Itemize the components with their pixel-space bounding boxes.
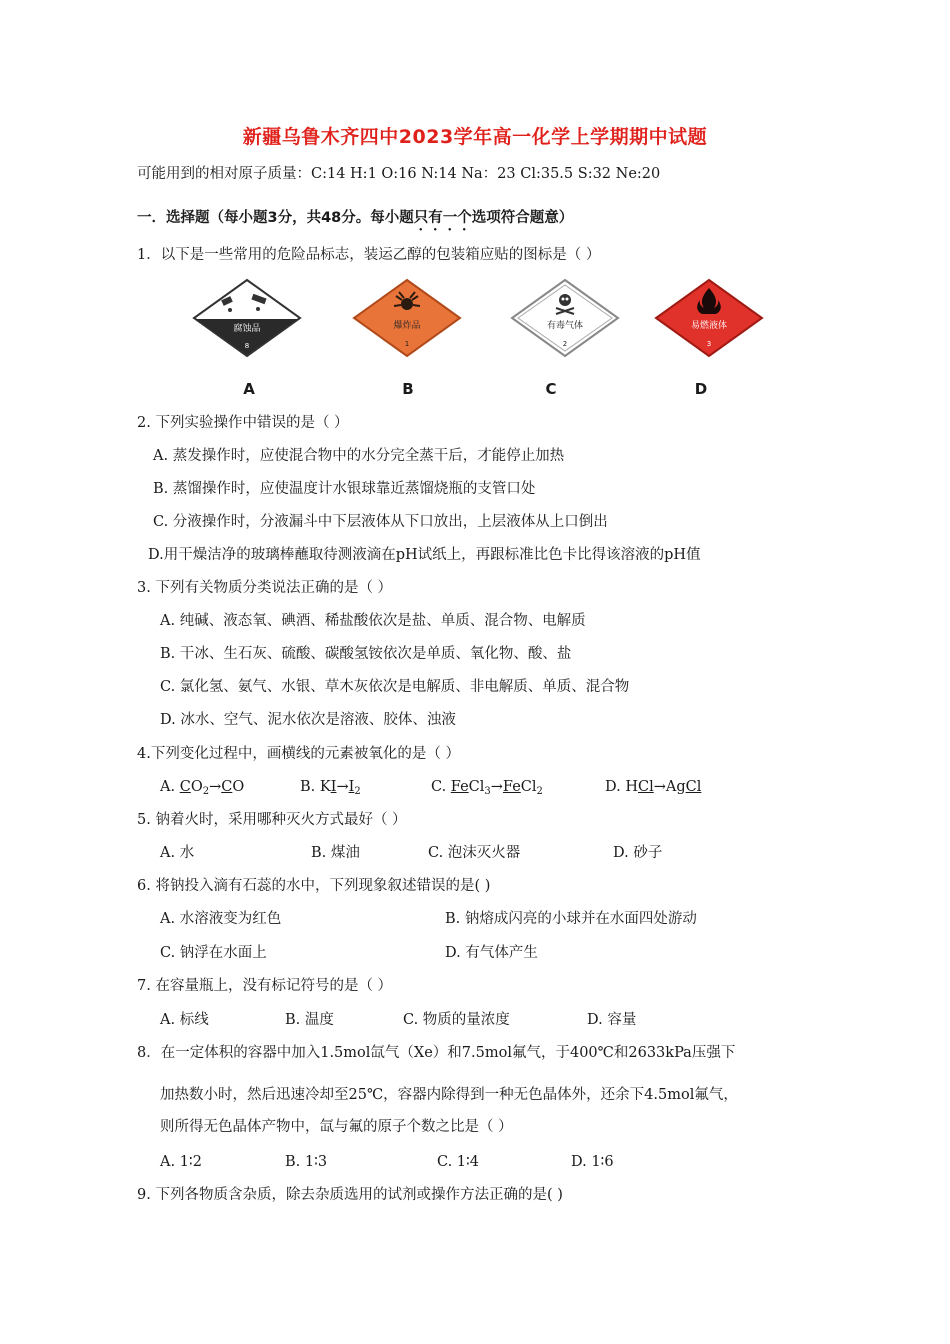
q6-option-b: B. 钠熔成闪亮的小球并在水面四处游动 <box>445 911 697 927</box>
sign-b-class: 1 <box>404 340 410 348</box>
q8-line-2: 加热数小时，然后迅速冷却至25℃，容器内除得到一种无色晶体外，还余下4.5mol氟气， <box>160 1087 738 1103</box>
q5-option-b: B. 煤油 <box>311 845 360 861</box>
sign-a-class: 8 <box>244 342 250 350</box>
q4-option-b: B. $KI\to I_2$ <box>300 779 361 797</box>
q4-option-d-letter: D. <box>605 779 621 795</box>
q8-line-3: 则所得无色晶体产物中，氙与氟的原子个数之比是（ ） <box>160 1119 513 1135</box>
atomic-masses: 可能用到的相对原子质量：C:14 H:1 O:16 N:14 Na：23 Cl:35.5 S:32 Ne:20 <box>137 166 661 182</box>
sign-d-label: 易燃液体 <box>690 321 728 331</box>
q7-option-c: C. 物质的量浓度 <box>403 1012 510 1028</box>
q5-stem: 5. 钠着火时，采用哪种灭火方式最好（ ） <box>137 812 407 828</box>
sign-c-class: 2 <box>562 340 568 348</box>
q3-option-b: B. 干冰、生石灰、硫酸、碳酸氢铵依次是单质、氧化物、酸、盐 <box>160 646 572 662</box>
q3-option-c: C. 氯化氢、氨气、水银、草木灰依次是电解质、非电解质、单质、混合物 <box>160 679 630 695</box>
q1-stem: 1．以下是一些常用的危险品标志，装运乙醇的包装箱应贴的图标是（ ） <box>137 247 601 263</box>
q3-stem: 3. 下列有关物质分类说法正确的是（ ） <box>137 580 393 596</box>
q4-option-a-letter: A. <box>160 779 176 795</box>
q7-option-d: D. 容量 <box>587 1012 637 1028</box>
q3-option-a: A. 纯碱、液态氧、碘酒、稀盐酸依次是盐、单质、混合物、电解质 <box>160 613 586 629</box>
q2-stem: 2. 下列实验操作中错误的是（ ） <box>137 415 349 431</box>
sign-a-label: 腐蚀品 <box>233 324 261 334</box>
q7-stem: 7. 在容量瓶上，没有标记符号的是（ ） <box>137 978 393 994</box>
corrosive-sign-icon <box>192 278 302 358</box>
q8-option-b: B. 1∶3 <box>285 1154 328 1170</box>
q2-option-a: A. 蒸发操作时，应使混合物中的水分完全蒸干后，才能停止加热 <box>153 448 565 464</box>
q4-option-a: A. $CO_2\to CO$ <box>160 779 245 797</box>
q4-option-c-letter: C. <box>431 779 447 795</box>
explosive-sign-icon <box>352 278 462 358</box>
q6-option-d: D. 有气体产生 <box>445 945 538 961</box>
sign-b-label: 爆炸品 <box>393 321 421 331</box>
q5-option-d: D. 砂子 <box>613 845 663 861</box>
page-title: 新疆乌鲁木齐四中2023学年高一化学上学期期中试题 <box>242 126 708 148</box>
q4-stem: 4.下列变化过程中，画横线的元素被氧化的是（ ） <box>137 746 460 762</box>
section-heading-part-1: 一．选择题（每小题3分，共48分。每小题 <box>137 210 414 226</box>
q6-option-c: C. 钠浮在水面上 <box>160 945 267 961</box>
q2-option-b: B. 蒸馏操作时，应使温度计水银球靠近蒸馏烧瓶的支管口处 <box>153 481 536 497</box>
section-heading-part-2: 选项符合题意） <box>471 210 574 226</box>
q2-option-d: D.用干燥洁净的玻璃棒蘸取待测液滴在pH试纸上，再跟标准比色卡比得该溶液的pH值 <box>148 547 701 563</box>
q9-stem: 9. 下列各物质含杂质，除去杂质选用的试剂或操作方法正确的是( ) <box>137 1187 563 1203</box>
sign-c-label: 有毒气体 <box>546 321 584 331</box>
q8-line-1: 8．在一定体积的容器中加入1.5mol氙气（Xe）和7.5mol氟气，于400℃和2633kPa压强下 <box>137 1045 736 1061</box>
q3-option-d: D. 冰水、空气、泥水依次是溶液、胶体、浊液 <box>160 712 456 728</box>
q6-stem: 6. 将钠投入滴有石蕊的水中，下列现象叙述错误的是( ) <box>137 878 491 894</box>
q8-option-a: A. 1∶2 <box>160 1154 202 1170</box>
q4-option-d: D. HCl→AgCl <box>605 779 702 795</box>
q4-option-c: C. FeCl$_3$→FeCl$_2$ <box>431 779 543 797</box>
q1-option-c: C <box>545 380 557 398</box>
q8-option-c: C. 1∶4 <box>437 1154 480 1170</box>
q7-option-a: A. 标线 <box>160 1012 209 1028</box>
section-heading-emphasis: 只有一个 <box>413 210 472 226</box>
q7-option-b: B. 温度 <box>285 1012 334 1028</box>
toxic-gas-sign-icon <box>510 278 620 358</box>
sign-d-class: 3 <box>706 340 712 348</box>
q5-option-c: C. 泡沫灭火器 <box>428 845 521 861</box>
q8-option-d: D. 1∶6 <box>571 1154 614 1170</box>
q1-option-d: D <box>694 380 708 398</box>
q1-option-b: B <box>402 380 414 398</box>
q4-option-b-letter: B. <box>300 779 316 795</box>
section-heading <box>137 208 573 234</box>
q6-option-a: A. 水溶液变为红色 <box>160 911 282 927</box>
q1-option-a: A <box>243 380 255 398</box>
q2-option-c: C. 分液操作时，分液漏斗中下层液体从下口放出，上层液体从上口倒出 <box>153 514 608 530</box>
q5-option-a: A. 水 <box>160 845 195 861</box>
flammable-liquid-sign-icon <box>654 278 764 358</box>
